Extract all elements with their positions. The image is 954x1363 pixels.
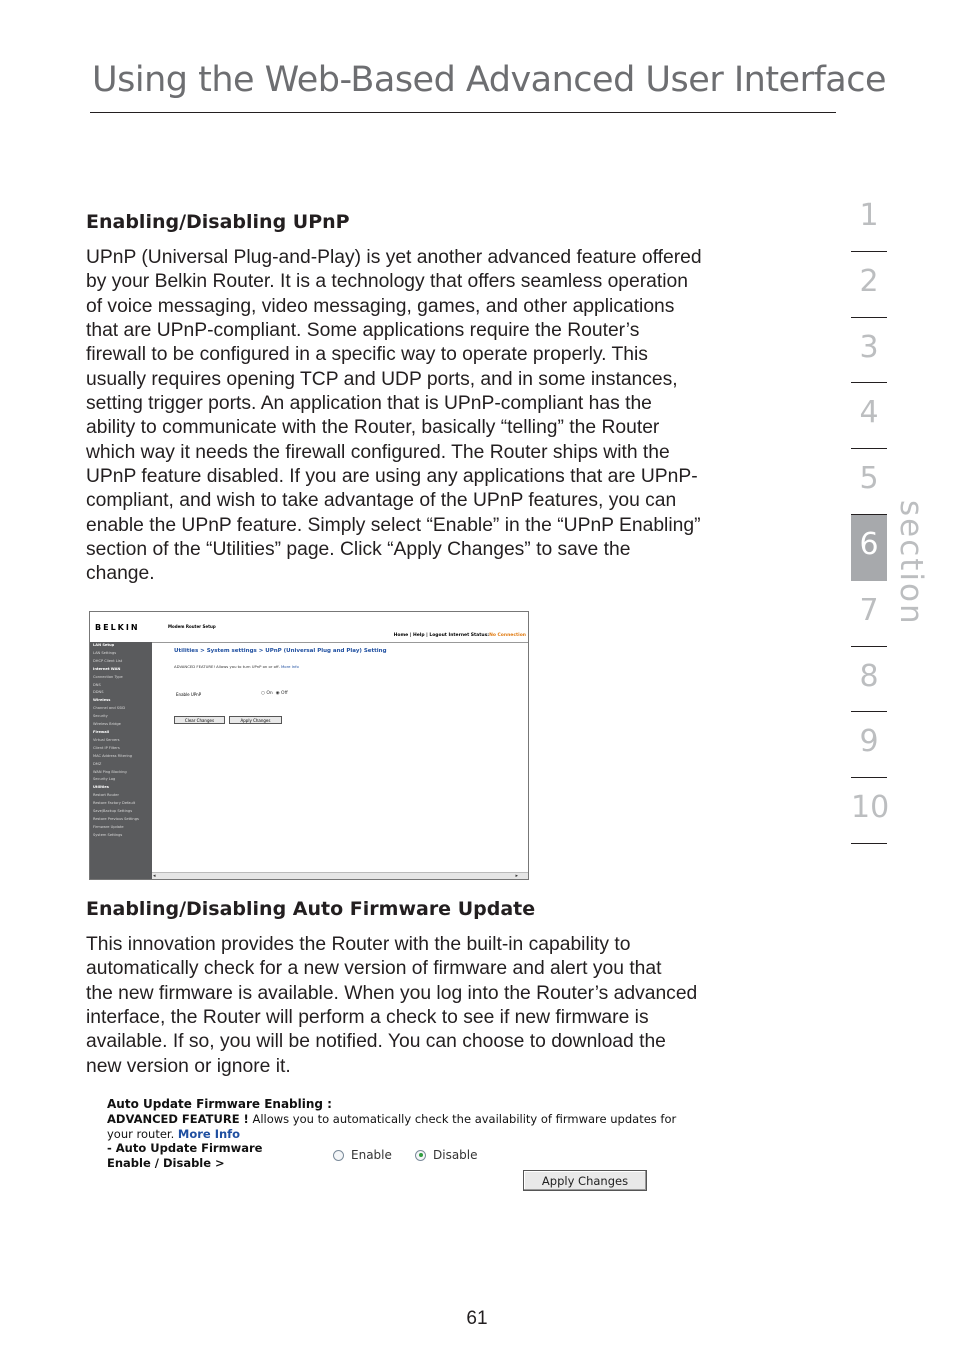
sidebar-item[interactable]: DMZ [93, 761, 102, 766]
section-tab-6[interactable]: 6 [851, 515, 887, 581]
text-line: new version or ignore it. [86, 1055, 291, 1077]
disable-radio-icon[interactable] [415, 1150, 426, 1161]
more-info-link[interactable]: More Info [177, 1127, 241, 1141]
sidebar-item[interactable]: Client IP Filters [93, 745, 120, 750]
sidebar-item[interactable]: Security Log [93, 777, 116, 782]
sidebar-item[interactable]: Channel and SSID [93, 706, 126, 711]
sidebar-item[interactable]: System Settings [93, 832, 123, 837]
sidebar-item[interactable]: DDNS [93, 690, 104, 695]
auto-update-label: - Auto Update Firmware [107, 1141, 263, 1155]
section-tab-10[interactable]: 10 [851, 778, 887, 844]
sidebar-group[interactable]: Firewall [93, 729, 110, 734]
sidebar-item[interactable]: DHCP Client List [93, 658, 123, 663]
apply-changes-button[interactable]: Apply Changes [229, 716, 282, 724]
sidebar-item[interactable]: MAC Address Filtering [93, 753, 133, 758]
text-line: setting trigger ports. An application that is UPnP-compliant has the [86, 393, 652, 415]
text-line: the new firmware is available. When you log into the Router’s advanced [86, 982, 698, 1004]
router-header [90, 612, 528, 643]
scroll-left-icon[interactable]: ◂ [153, 873, 156, 879]
enable-label: Enable [351, 1148, 392, 1162]
section-tab-4[interactable]: 4 [851, 383, 887, 449]
text-line: by your Belkin Router. It is a technology that offers seamless operation [86, 271, 688, 293]
radio-off-label: Off [281, 691, 288, 696]
text-line: compliant, and wish to take advantage of the UPnP features, you can [86, 490, 677, 512]
text-line: of voice messaging, video messaging, games, and other applications [86, 295, 675, 317]
section-tab-7[interactable]: 7 [851, 581, 887, 647]
more-info-link[interactable]: More Info [281, 664, 299, 669]
breadcrumb: Utilities > System settings > UPnP (Universal Plug and Play) Setting [174, 648, 387, 654]
text-line: which way it needs the firewall configured. The Router ships with the [86, 441, 670, 463]
text-line: section of the “Utilities” page. Click “Apply Changes” to save the [86, 539, 631, 561]
enable-radio-icon[interactable] [333, 1150, 344, 1161]
sidebar-item[interactable]: WAN Ping Blocking [93, 769, 127, 774]
title-rule [90, 112, 836, 113]
top-nav-links[interactable]: Home | Help | Logout Internet Status: [393, 633, 490, 638]
advanced-text: ADVANCED FEATURE! Allows you to turn UPnP on or off. [174, 664, 280, 669]
router-sidebar [90, 642, 152, 879]
clear-changes-button[interactable]: Clear Changes [174, 716, 225, 724]
sidebar-item[interactable]: Restart Router [93, 793, 119, 798]
section-nav [851, 186, 890, 844]
sidebar-group[interactable]: Wireless [93, 698, 111, 703]
enable-upnp-label: Enable UPnP [176, 692, 202, 697]
firmware-heading: Enabling/Disabling Auto Firmware Update [86, 898, 536, 920]
firmware-ui-screenshot [106, 1096, 706, 1196]
text-line: enable the UPnP feature. Simply select “Enable” in the “UPnP Enabling” [86, 514, 701, 536]
text-line: change. [86, 563, 155, 585]
radio-on-label: On [266, 691, 273, 696]
radio-on-icon[interactable]: ○ [261, 691, 265, 696]
enable-disable-label: Enable / Disable > [107, 1156, 225, 1170]
sidebar-item[interactable]: Wireless Bridge [93, 722, 121, 727]
text-line: ability to communicate with the Router, basically “telling” the Router [86, 417, 660, 439]
firmware-title: Auto Update Firmware Enabling : [107, 1097, 332, 1111]
disable-label: Disable [433, 1148, 478, 1162]
section-tab-2[interactable]: 2 [851, 252, 887, 318]
sidebar-group[interactable]: LAN Setup [93, 643, 115, 647]
sidebar-item[interactable]: Firmware Update [93, 824, 124, 829]
sidebar-item[interactable]: Security [93, 714, 108, 719]
sidebar-group[interactable]: Utilities [93, 785, 109, 790]
scroll-right-icon[interactable]: ▸ [515, 873, 518, 879]
advanced-feature-text [174, 664, 299, 669]
page-title: Using the Web-Based Advanced User Interface [92, 60, 887, 100]
section-tab-8[interactable]: 8 [851, 647, 887, 713]
apply-changes-button[interactable]: Apply Changes [523, 1170, 647, 1191]
section-tab-1[interactable]: 1 [851, 186, 887, 252]
advanced-feature-text: Allows you to automatically check the availability of firmware updates for [248, 1112, 677, 1126]
text-line: available. If so, you will be notified. You can choose to download the [86, 1031, 666, 1053]
horizontal-scrollbar[interactable] [152, 872, 528, 879]
sidebar-item[interactable]: Save/Backup Settings [93, 809, 133, 814]
sidebar-group[interactable]: Internet WAN [93, 666, 121, 671]
setup-label: Modem Router Setup [168, 624, 216, 629]
upnp-body [86, 246, 826, 587]
connection-status: No Connection [489, 633, 526, 638]
enable-option[interactable] [333, 1148, 392, 1162]
text-line: interface, the Router will perform a check to see if new firmware is [86, 1007, 649, 1029]
sidebar-item[interactable]: Restore Factory Default [93, 801, 136, 806]
firmware-body [86, 933, 826, 1079]
page-number: 61 [466, 1308, 488, 1329]
upnp-heading: Enabling/Disabling UPnP [86, 211, 350, 233]
text-line: usually requires opening TCP and UDP ports, and in some instances, [86, 368, 678, 390]
firmware-advanced-line [107, 1112, 676, 1126]
top-nav[interactable] [394, 633, 526, 638]
text-line: that are UPnP-compliant. Some applications require the Router’s [86, 320, 640, 342]
router-ui-screenshot [89, 611, 529, 880]
section-tab-3[interactable]: 3 [851, 318, 887, 384]
sidebar-item[interactable]: Virtual Servers [93, 737, 120, 742]
upnp-radio-group[interactable] [261, 691, 288, 696]
section-label: section [893, 500, 929, 626]
sidebar-item[interactable]: LAN Settings [93, 650, 117, 655]
text-line: firewall to be configured in a specific way to operate properly. This [86, 344, 648, 366]
firmware-line3 [107, 1127, 240, 1141]
text-line: UPnP feature disabled. If you are using any applications that are UPnP- [86, 466, 698, 488]
your-router-text: your router. [107, 1127, 178, 1141]
sidebar-item[interactable]: DNS [93, 682, 101, 687]
text-line: UPnP (Universal Plug-and-Play) is yet another advanced feature offered [86, 247, 702, 268]
advanced-feature-label: ADVANCED FEATURE ! [107, 1112, 249, 1126]
sidebar-item[interactable]: Connection Type [93, 674, 123, 679]
section-tab-9[interactable]: 9 [851, 712, 887, 778]
disable-option[interactable] [415, 1148, 478, 1162]
text-line: This innovation provides the Router with the built-in capability to [86, 934, 631, 955]
radio-off-icon[interactable]: ◉ [275, 691, 280, 696]
belkin-logo: BELKIN [95, 623, 140, 632]
sidebar-item[interactable]: Restore Previous Settings [93, 816, 139, 821]
section-tab-5[interactable]: 5 [851, 449, 887, 515]
text-line: automatically check for a new version of firmware and alert you that [86, 958, 662, 980]
